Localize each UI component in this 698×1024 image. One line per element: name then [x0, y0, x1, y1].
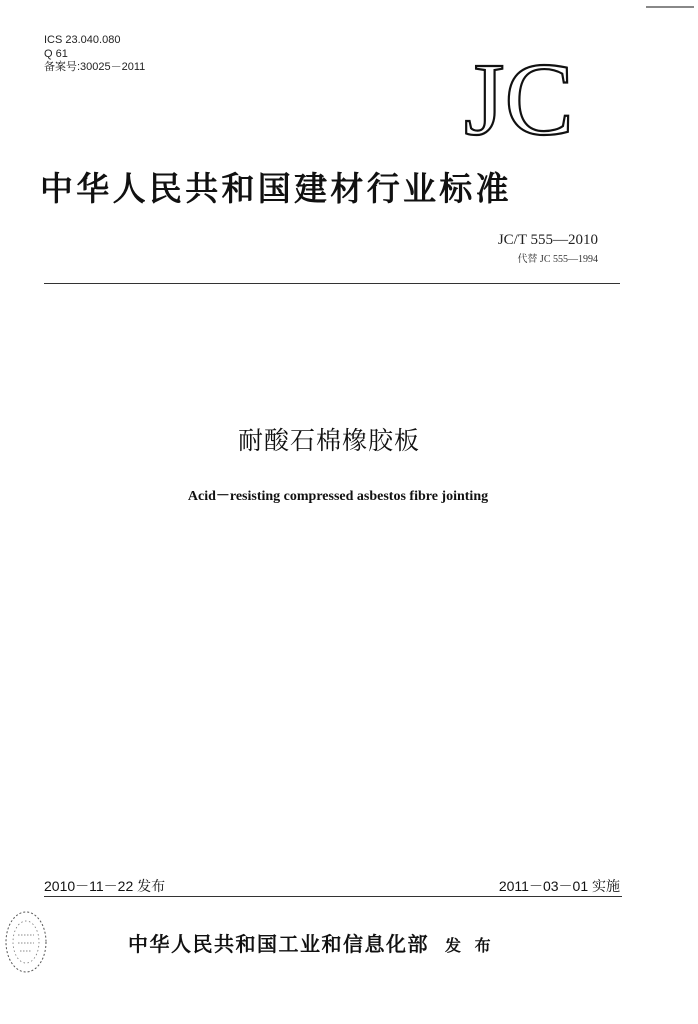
replaces-standard: 代替 JC 555—1994 — [517, 254, 598, 265]
issuer-name: 中华人民共和国工业和信息化部 — [128, 932, 429, 956]
ccs-code: Q 61 — [44, 47, 68, 60]
issuer-verb: 发 布 — [445, 936, 495, 955]
document-title-cn: 耐酸石棉橡胶板 — [237, 426, 420, 455]
stamp-mark — [2, 905, 56, 979]
standard-number-block — [498, 232, 598, 265]
top-divider — [44, 283, 620, 284]
document-title-en: Acid－resisting compressed asbestos fibre jointing — [187, 489, 489, 504]
filing-number: 备案号:30025－2011 — [44, 61, 146, 73]
jc-logo-letters: JC — [464, 52, 574, 144]
classification-block — [44, 34, 145, 75]
jc-logo — [462, 52, 612, 144]
ics-code: ICS 23.040.080 — [44, 34, 121, 46]
effective-date: 2011－03－01 实施 — [498, 878, 620, 894]
issuing-authority — [128, 928, 495, 957]
standard-category-title: 中华人民共和国建材行业标准 — [40, 169, 512, 208]
scan-edge-mark — [646, 6, 694, 8]
standard-number: JC/T 555—2010 — [497, 232, 598, 248]
bottom-divider — [44, 896, 622, 897]
issue-date: 2010－11－22 发布 — [44, 878, 166, 894]
